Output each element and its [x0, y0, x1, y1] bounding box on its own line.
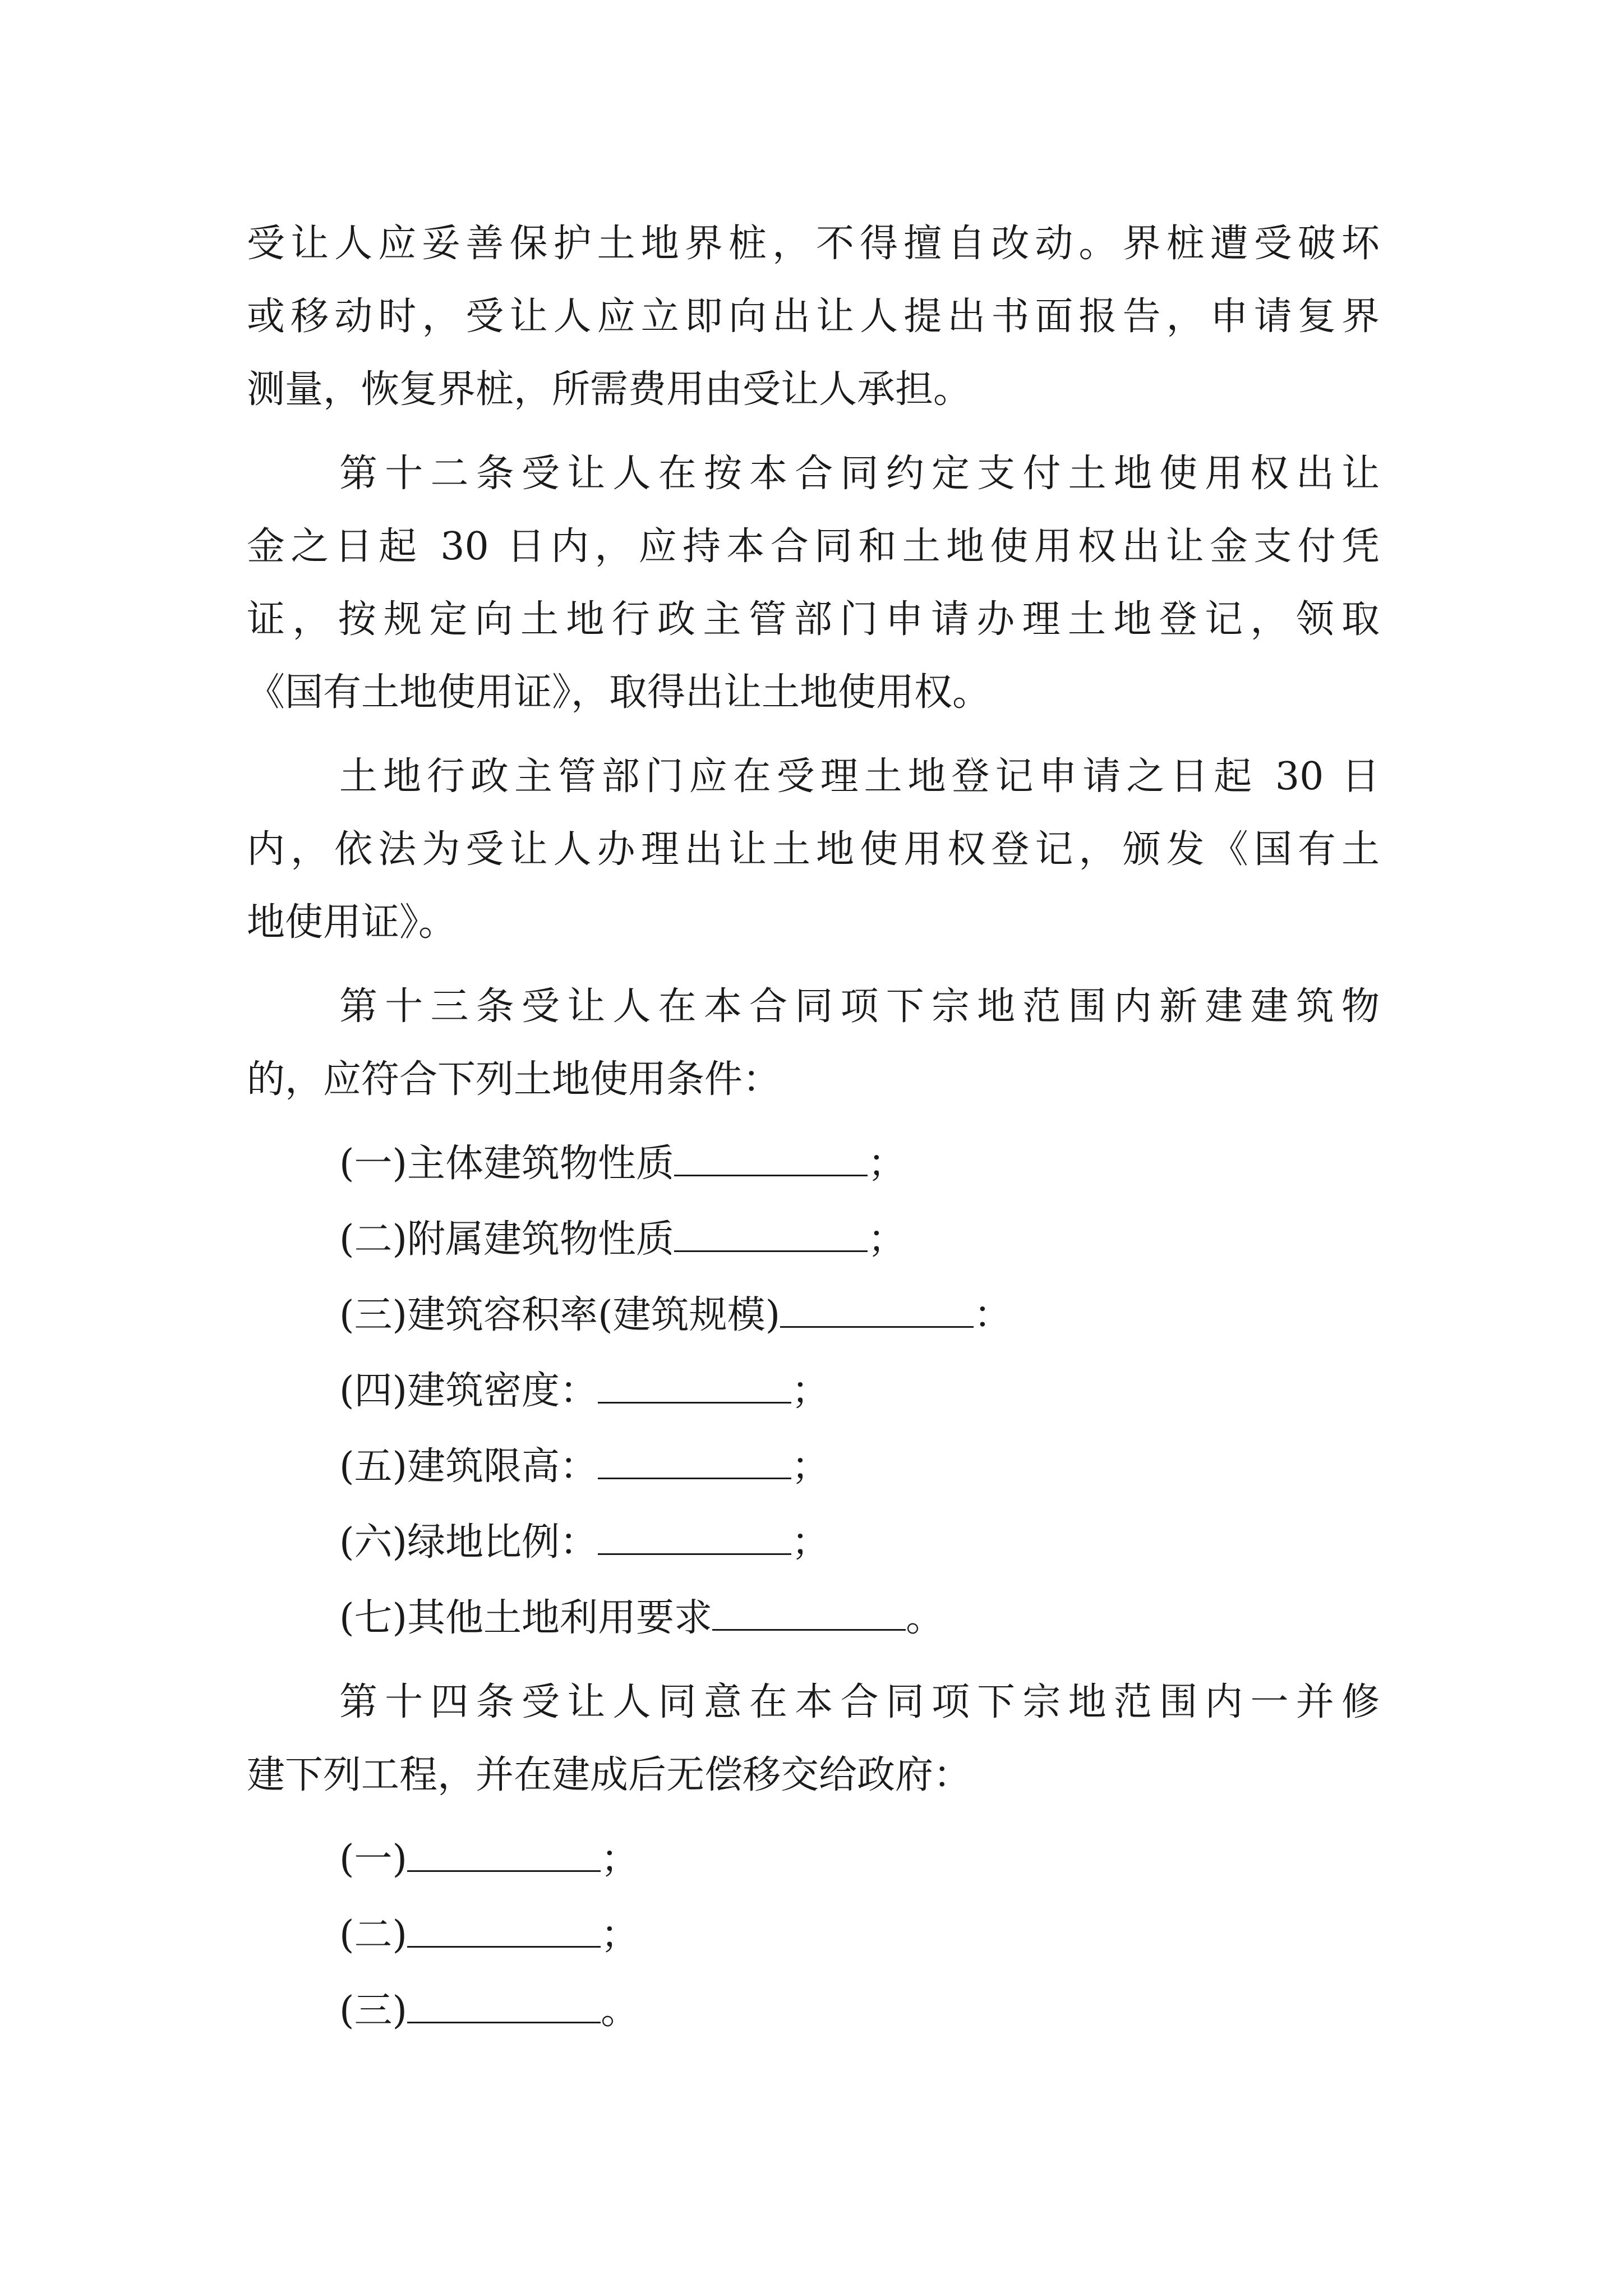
condition-item: [339, 1133, 906, 1195]
fill-in-blank: [674, 1141, 868, 1176]
fill-in-blank: [712, 1595, 906, 1631]
work-label: (二): [339, 1913, 408, 1957]
condition-end: ；: [791, 1444, 830, 1489]
fill-in-blank: [598, 1520, 791, 1555]
condition-item: [339, 1360, 829, 1422]
condition-end: ；: [868, 1217, 906, 1262]
article-13-line: 的，应符合下列土地使用条件：: [247, 1057, 781, 1102]
work-item: [339, 1904, 639, 1966]
work-item: [339, 1980, 639, 2042]
article-12-line: 证，按规定向土地行政主管部门申请办理土地登记，领取: [247, 597, 1380, 642]
article-12-line: 第十二条受让人在按本合同约定支付土地使用权出让: [339, 452, 1380, 496]
condition-item: [339, 1285, 1012, 1346]
work-item: [339, 1829, 639, 1890]
registration-line: 地使用证》。: [247, 900, 457, 945]
condition-label: (七)其他土地利用要求: [339, 1596, 713, 1640]
condition-label: (五)建筑限高：: [339, 1444, 598, 1489]
condition-end: ；: [791, 1520, 830, 1565]
condition-label: (六)绿地比例：: [339, 1520, 598, 1565]
fill-in-blank: [674, 1217, 868, 1252]
work-end: 。: [601, 1989, 639, 2033]
registration-line: 土地行政主管部门应在受理土地登记申请之日起 30 日: [339, 754, 1380, 799]
condition-label: (三)建筑容积率(建筑规模): [339, 1293, 781, 1337]
article-12-line: 金之日起 30 日内，应持本合同和土地使用权出让金支付凭: [247, 524, 1380, 569]
work-label: (三): [339, 1989, 408, 2033]
article-14-line: 第十四条受让人同意在本合同项下宗地范围内一并修: [339, 1680, 1380, 1724]
work-end: ；: [601, 1913, 639, 1957]
article-14-line: 建下列工程，并在建成后无偿移交给政府：: [247, 1753, 972, 1797]
article-12-line: 《国有土地使用证》，取得出让土地使用权。: [247, 670, 991, 715]
paragraph-line: 受让人应妥善保护土地界桩，不得擅自改动。界桩遭受破坏: [247, 222, 1380, 266]
condition-end: ；: [868, 1142, 906, 1186]
fill-in-blank: [407, 1988, 601, 2023]
registration-line: 内，依法为受让人办理出让土地使用权登记，颁发《国有土: [247, 827, 1380, 872]
condition-label: (二)附属建筑物性质: [339, 1217, 675, 1262]
fill-in-blank: [598, 1444, 791, 1479]
condition-end: ；: [791, 1369, 830, 1413]
work-end: ；: [601, 1837, 639, 1881]
condition-end: 。: [906, 1596, 944, 1640]
condition-item: [339, 1436, 829, 1498]
fill-in-blank: [407, 1837, 601, 1872]
condition-label: (四)建筑密度：: [339, 1369, 598, 1413]
condition-item: [339, 1209, 906, 1271]
condition-item: [339, 1588, 944, 1649]
condition-end: ：: [974, 1293, 1012, 1337]
work-label: (一): [339, 1837, 408, 1881]
condition-item: [339, 1512, 829, 1573]
condition-label: (一)主体建筑物性质: [339, 1142, 675, 1186]
article-13-line: 第十三条受让人在本合同项下宗地范围内新建建筑物: [339, 984, 1380, 1029]
fill-in-blank: [407, 1912, 601, 1948]
paragraph-line: 测量，恢复界桩，所需费用由受让人承担。: [247, 367, 972, 412]
paragraph-line: 或移动时，受让人应立即向出让人提出书面报告，申请复界: [247, 295, 1380, 339]
fill-in-blank: [598, 1368, 791, 1404]
fill-in-blank: [780, 1292, 974, 1328]
